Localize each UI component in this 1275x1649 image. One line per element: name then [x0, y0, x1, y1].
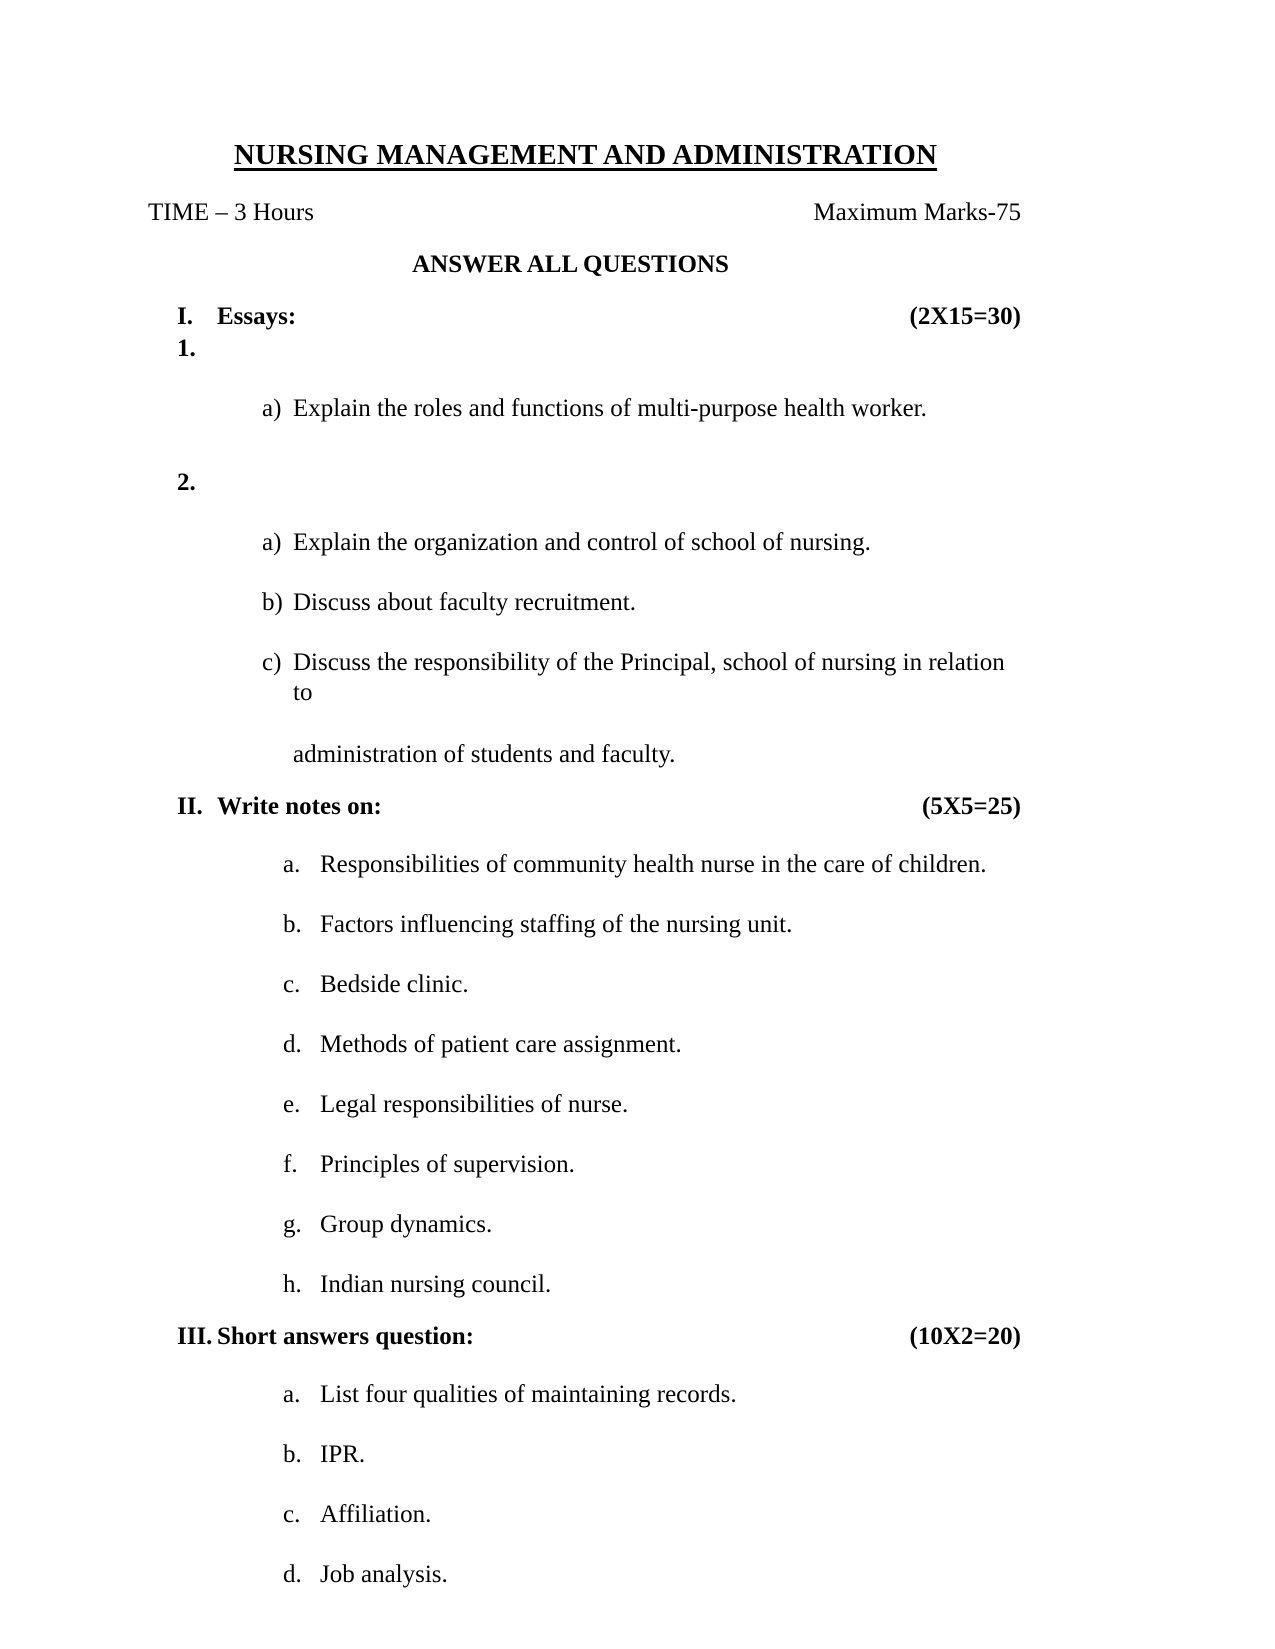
list-text: Principles of supervision. — [320, 1151, 575, 1179]
section-roman-i: I. — [177, 303, 193, 331]
section-marks-iii: (10X2=20) — [909, 1323, 1021, 1351]
section-marks-i: (2X15=30) — [909, 303, 1021, 331]
section-roman-ii: II. — [177, 793, 203, 821]
exam-duration: TIME – 3 Hours — [148, 199, 314, 227]
list-text: Factors influencing staffing of the nursing unit. — [320, 911, 793, 939]
exam-instruction: ANSWER ALL QUESTIONS — [412, 251, 729, 279]
list-text — [293, 648, 1023, 770]
list-text: Explain the organization and control of school of nursing. — [293, 529, 871, 557]
list-text: Methods of patient care assignment. — [320, 1031, 682, 1059]
list-text: Explain the roles and functions of multi-purpose health worker. — [293, 395, 927, 423]
list-marker: e. — [283, 1091, 301, 1119]
list-marker: a) — [262, 529, 282, 557]
list-marker: a. — [283, 1381, 301, 1409]
list-text-line2: administration of students and faculty. — [293, 741, 676, 769]
section-roman-iii: III. — [177, 1323, 213, 1351]
list-text-line1: Discuss the responsibility of the Principal, school of nursing in relation to — [293, 649, 1005, 707]
list-item — [148, 1560, 1023, 1590]
section-title-iii: Short answers question: — [217, 1323, 474, 1351]
list-item — [148, 1090, 1023, 1120]
list-text: List four qualities of maintaining records. — [320, 1381, 737, 1409]
exam-max-marks: Maximum Marks-75 — [813, 199, 1021, 227]
list-text: Responsibilities of community health nurse in the care of children. — [320, 851, 987, 879]
list-item — [148, 394, 1023, 424]
section-title-ii: Write notes on: — [217, 793, 382, 821]
section-ii-list — [148, 850, 1023, 1300]
list-marker: d. — [283, 1561, 302, 1589]
list-item — [148, 1500, 1023, 1530]
section-heading-i — [148, 302, 1023, 332]
list-item — [148, 648, 1023, 770]
exam-meta-row — [148, 198, 1023, 228]
list-marker: d. — [283, 1031, 302, 1059]
question-number-1: 1. — [177, 335, 196, 363]
list-marker: b. — [283, 911, 302, 939]
document-content — [148, 0, 1023, 1590]
page-title — [148, 0, 1023, 172]
list-item — [148, 1030, 1023, 1060]
list-text: Discuss about faculty recruitment. — [293, 589, 636, 617]
list-text: IPR. — [320, 1441, 366, 1469]
list-marker: c. — [283, 971, 301, 999]
list-marker: a. — [283, 851, 301, 879]
section-iii-list — [148, 1380, 1023, 1590]
question-number-2: 2. — [177, 469, 196, 497]
section-marks-ii: (5X5=25) — [922, 793, 1021, 821]
list-text: Bedside clinic. — [320, 971, 469, 999]
list-item — [148, 1270, 1023, 1300]
list-item — [148, 528, 1023, 558]
list-marker: c) — [262, 649, 282, 677]
list-item — [148, 970, 1023, 1000]
section-heading-ii — [148, 792, 1023, 822]
question-1-sublist — [148, 394, 1023, 424]
section-heading-iii — [148, 1322, 1023, 1352]
list-marker: b. — [283, 1441, 302, 1469]
list-item — [148, 588, 1023, 618]
list-marker: h. — [283, 1271, 302, 1299]
list-text: Job analysis. — [320, 1561, 448, 1589]
list-text: Group dynamics. — [320, 1211, 493, 1239]
list-item — [148, 1150, 1023, 1180]
list-text: Affiliation. — [320, 1501, 432, 1529]
list-marker: a) — [262, 395, 282, 423]
list-text: Legal responsibilities of nurse. — [320, 1091, 629, 1119]
list-item — [148, 910, 1023, 940]
page-title-text: NURSING MANAGEMENT AND ADMINISTRATION — [233, 139, 938, 171]
list-marker: g. — [283, 1211, 302, 1239]
section-title-i: Essays: — [217, 303, 297, 331]
list-marker: f. — [283, 1151, 298, 1179]
list-item — [148, 850, 1023, 880]
list-item — [148, 1210, 1023, 1240]
list-marker: b) — [262, 589, 283, 617]
list-item — [148, 1440, 1023, 1470]
list-item — [148, 1380, 1023, 1410]
list-text: Indian nursing council. — [320, 1271, 552, 1299]
question-2-sublist — [148, 528, 1023, 770]
list-marker: c. — [283, 1501, 301, 1529]
